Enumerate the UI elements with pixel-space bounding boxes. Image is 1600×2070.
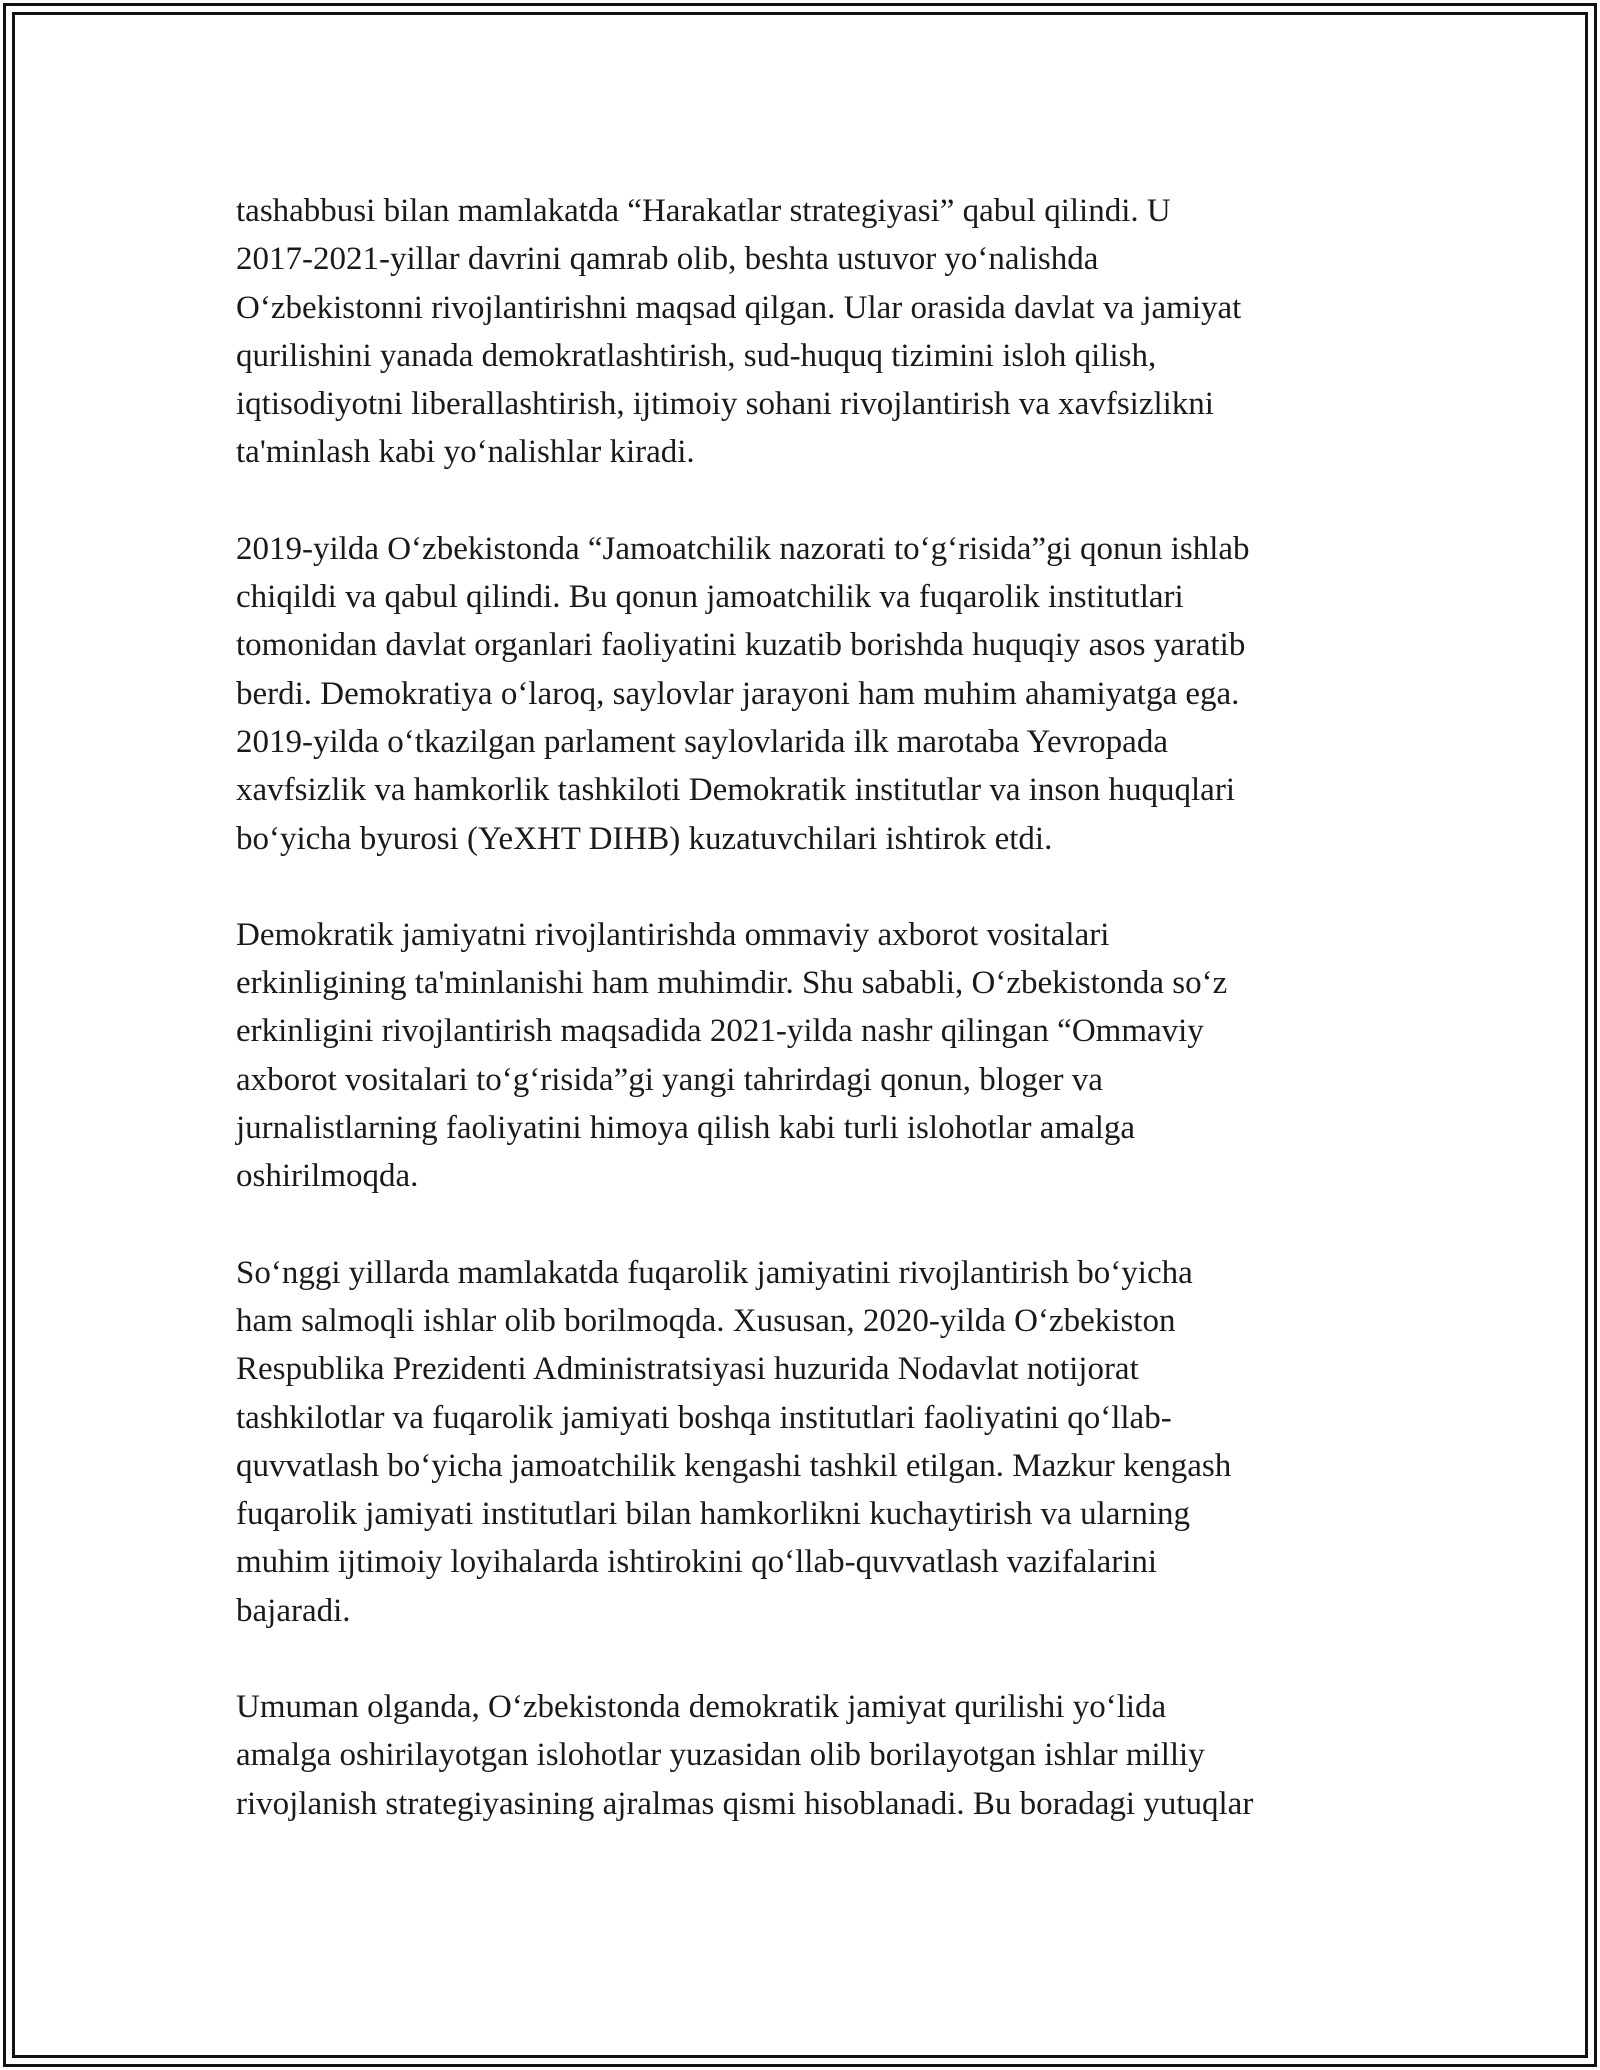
paragraph-2: 2019-yilda O‘zbekistonda “Jamoatchilik nazorati to‘g‘risida”gi qonun ishlab chiqildi va qabul qilindi. Bu qonun jamoatchilik va fuqarolik institutlari tomonidan davlat organlari faoliyatini kuzatib borishda huquqiy asos yaratib berdi. Demokratiya o‘laroq, saylovlar jarayoni ham muhim ahamiyatga ega. 2019-yilda o‘tkazilgan parlament saylovlarida ilk marotaba Yevropada xavfsizlik va hamkorlik tashkiloti Demokratik institutlar va inson huquqlari bo‘yicha byurosi (YeXHT DIHB) kuzatuvchilari ishtirok etdi. xyxy=(236,530,1250,857)
paragraph-1: tashabbusi bilan mamlakatda “Harakatlar strategiyasi” qabul qilindi. U 2017-2021-yillar davrini qamrab olib, beshta ustuvor yo‘nalishda O‘zbekistonni rivojlantirishni maqsad qilgan. Ular orasida davlat va jamiyat qurilishini yanada demokratlashtirish, sud-huquq tizimini isloh qilish, iqtisodiyotni liberallashtirish, ijtimoiy sohani rivojlantirish va xavfsizlikni ta'minlash kabi yo‘nalishlar kiradi. xyxy=(236,193,1242,471)
paragraph-4: So‘nggi yillarda mamlakatda fuqarolik jamiyatini rivojlantirish bo‘yicha ham salmoqli ishlar olib borilmoqda. Xususan, 2020-yilda O‘zbekiston Respublika Prezidenti Administratsiyasi huzurida Nodavlat notijorat tashkilotlar va fuqarolik jamiyati boshqa institutlari faoliyatini qo‘llab- quvvatlash bo‘yicha jamoatchilik kengashi tashkil etilgan. Mazkur kengash fuqarolik jamiyati institutlari bilan hamkorlikni kuchaytirish va ularning muhim ijtimoiy loyihalarda ishtirokini qo‘llab-quvvatlash vazifalarini bajaradi. xyxy=(236,1254,1232,1629)
document-body xyxy=(236,187,1386,1876)
paragraph-3: Demokratik jamiyatni rivojlantirishda ommaviy axborot vositalari erkinligining ta'minlanishi ham muhimdir. Shu sababli, O‘zbekistonda so‘z erkinligini rivojlantirish maqsadida 2021-yilda nashr qilingan “Ommaviy axborot vositalari to‘g‘risida”gi yangi tahrirdagi qonun, bloger va jurnalistlarning faoliyatini himoya qilish kabi turli islohotlar amalga oshirilmoqda. xyxy=(236,916,1228,1195)
paragraph-5: Umuman olganda, O‘zbekistonda demokratik jamiyat qurilishi yo‘lida amalga oshirilayotgan islohotlar yuzasidan olib borilayotgan ishlar milliy rivojlanish strategiyasining ajralmas qismi hisoblanadi. Bu boradagi yutuqlar xyxy=(236,1689,1254,1822)
